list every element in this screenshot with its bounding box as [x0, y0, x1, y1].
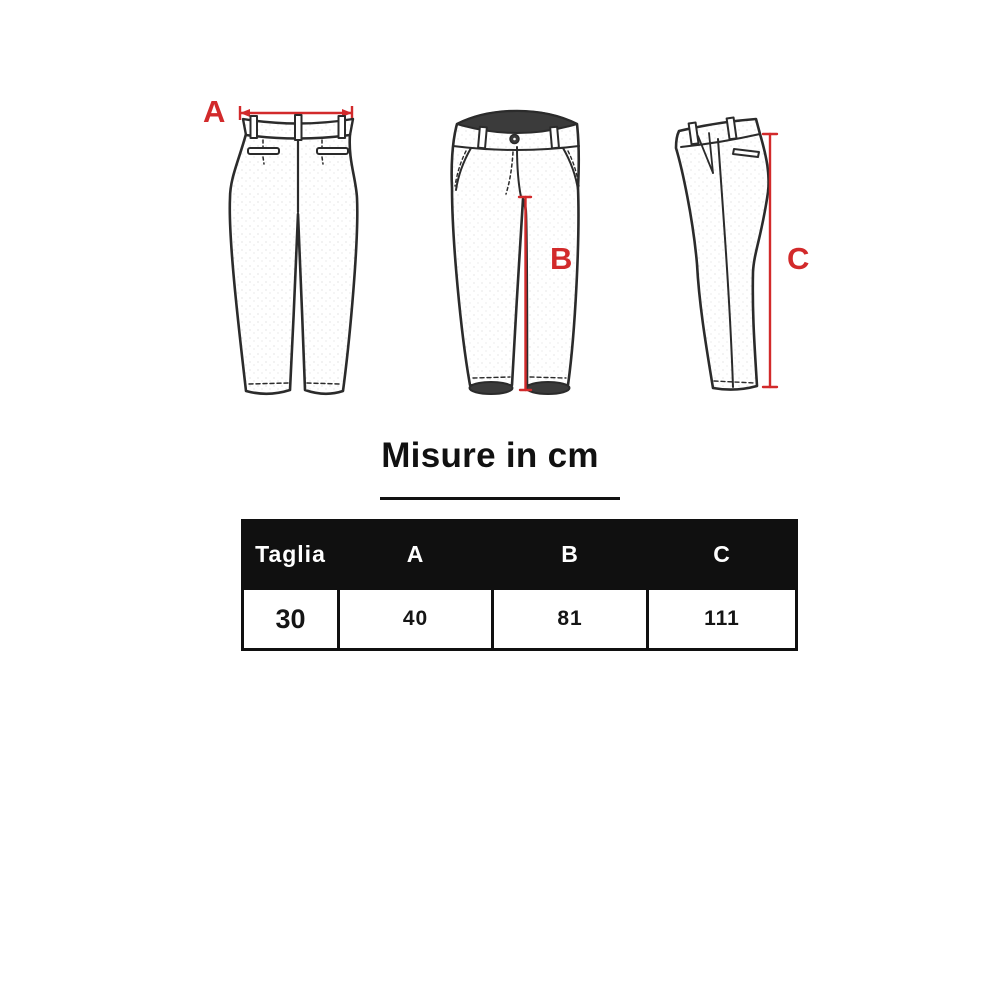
- pants-back-silhouette: [230, 134, 358, 394]
- size-value-c: 111: [648, 589, 797, 650]
- waist-button-hole: [513, 138, 516, 141]
- measurement-label-c: C: [787, 241, 810, 276]
- size-table-header-taglia: Taglia: [243, 521, 339, 589]
- leg-opening: [470, 382, 513, 394]
- pants-front-view-drawing: [430, 95, 630, 415]
- title-underline-divider: [380, 497, 620, 500]
- measurement-label-a: A: [203, 94, 226, 129]
- belt-loop: [251, 116, 258, 138]
- page-title: Misure in cm: [381, 436, 599, 475]
- pants-side-view-drawing: [650, 95, 850, 415]
- size-value-a: 40: [339, 589, 493, 650]
- hem-stitching: [473, 377, 566, 378]
- size-table-row: [243, 589, 797, 650]
- belt-loop: [727, 118, 737, 140]
- belt-loop: [339, 116, 346, 138]
- size-value-b: 81: [493, 589, 648, 650]
- belt-loop: [478, 127, 487, 149]
- size-table-header-a: A: [339, 521, 493, 589]
- belt-loop: [689, 123, 699, 145]
- measurement-label-b: B: [550, 241, 573, 276]
- size-table: [241, 519, 798, 651]
- pants-back-view-drawing: [195, 85, 415, 415]
- back-pocket: [317, 148, 348, 154]
- size-value-taglia: 30: [243, 589, 339, 650]
- pants-side-silhouette: [676, 119, 769, 390]
- back-pocket: [248, 148, 279, 154]
- belt-loop: [550, 127, 559, 149]
- size-table-header-c: C: [648, 521, 797, 589]
- leg-opening: [527, 382, 570, 394]
- belt-loop: [295, 115, 302, 140]
- size-table-header-b: B: [493, 521, 648, 589]
- size-table-header-row: [243, 521, 797, 589]
